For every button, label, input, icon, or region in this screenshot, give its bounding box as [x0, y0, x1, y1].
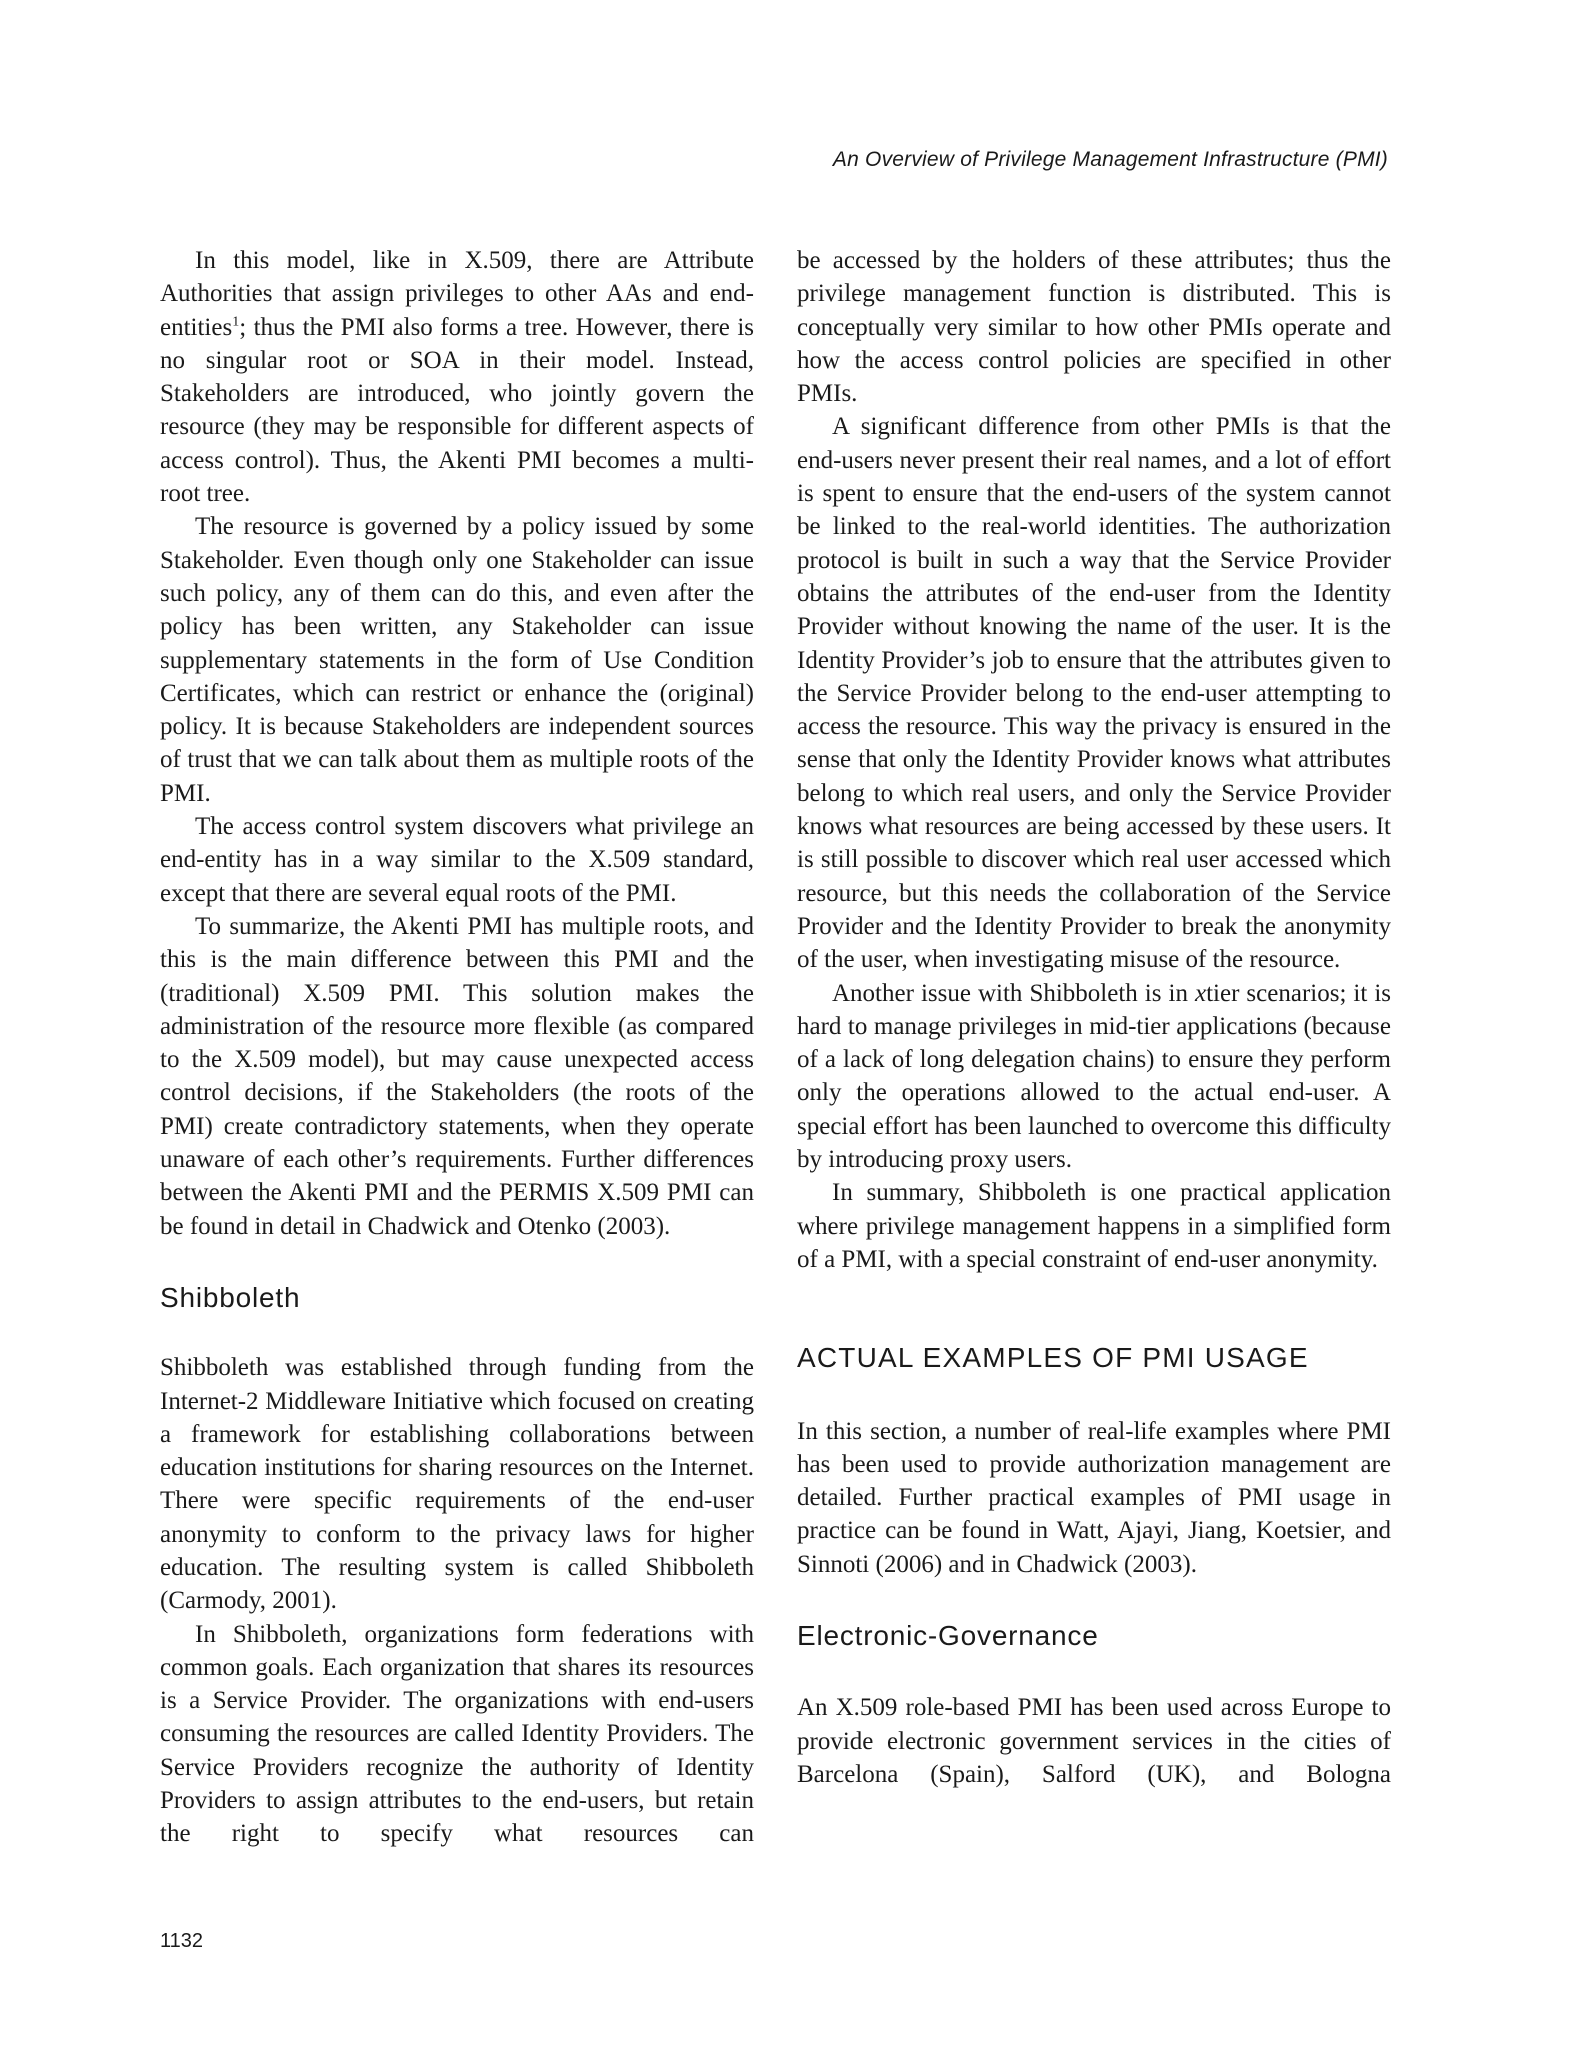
paragraph: be accessed by the holders of these attributes; thus the privilege management function is distributed. This is conceptually very similar to how other PMIs operate and how the access control policies are specified in other PMIs.	[797, 247, 1391, 408]
paragraph-text: ; thus the PMI also forms a tree. However, there is no singular root or SOA in their model. Instead, Stakeholders are introduced, who jointly govern the resource (they may be responsible for different aspects of access control). Thus, the Akenti PMI becomes a multi-root tree.	[160, 313, 754, 508]
paragraph: In Shibboleth, organizations form federations with common goals. Each organization that shares its resources is a Service Provider. The organizations with end-users consuming the resources are called Identity Providers. The Service Providers recognize the authority of Identity Providers to assign attributes to the end-users, but retain the right to specify what resources can	[160, 1620, 754, 1848]
section-heading-shibboleth: Shibboleth	[160, 1281, 301, 1313]
section-heading-examples: ACTUAL EXAMPLES OF PMI USAGE	[797, 1342, 1309, 1374]
paragraph-text: In this model, like in X.509, there are Attribute Authorities that assign privileges to other AAs and end-entities	[160, 247, 754, 341]
right-column	[797, 244, 1391, 1791]
left-column	[160, 244, 754, 1851]
paragraph: A significant difference from other PMIs is that the end-users never present their real names, and a lot of effort is spent to ensure that the end-users of the system cannot be linked to the real-world identities. The authorization protocol is built in such a way that the Service Provider obtains the attributes of the end-user from the Identity Provider without knowing the name of the user. It is the Identity Provider’s job to ensure that the attributes given to the Service Provider belong to the end-user attempting to access the resource. This way the privacy is ensured in the sense that only the Identity Provider knows what attributes belong to which real users, and only the Service Provider knows what resources are being accessed by these users. It is still possible to discover which real user accessed which resource, but this needs the collaboration of the Service Provider and the Identity Provider to break the anonymity of the user, when investigating misuse of the resource.	[797, 413, 1391, 974]
paragraph-text: Another issue with Shibboleth is in	[832, 979, 1195, 1007]
paragraph: The resource is governed by a policy issued by some Stakeholder. Even though only one Stakeholder can issue such policy, any of them can do this, and even after the policy has been written, any Stakeholder can issue supplementary statements in the form of Use Condition Certificates, which can restrict or enhance the (original) policy. It is because Stakeholders are independent sources of trust that we can talk about them as multiple roots of the PMI.	[160, 513, 754, 807]
footnote-mark: 1	[232, 314, 240, 330]
section-heading-egov: Electronic-Governance	[797, 1619, 1099, 1651]
paragraph	[797, 977, 1391, 1177]
paragraph: To summarize, the Akenti PMI has multiple roots, and this is the main difference between this PMI and the (traditional) X.509 PMI. This solution makes the administration of the resource more flexible (as compared to the X.509 model), but may cause unexpected access control decisions, if the Stakeholders (the roots of the PMI) create contradictory statements, when they operate unaware of each other’s requirements. Further differences between the Akenti PMI and the PERMIS X.509 PMI can be found in detail in Chadwick and Otenko (2003).	[160, 912, 754, 1240]
paragraph-text: tier scenarios; it is hard to manage privileges in mid-tier applications (because of a lack of long delegation chains) to ensure they perform only the operations allowed to the actual end-user. A special effort has been launched to overcome this difficulty by introducing proxy users.	[797, 979, 1392, 1174]
italic-x: x	[1194, 979, 1207, 1007]
paragraph: The access control system discovers what privilege an end-entity has in a way similar to the X.509 standard, except that there are several equal roots of the PMI.	[160, 813, 754, 907]
page-number: 1132	[160, 1930, 204, 1952]
paragraph: In summary, Shibboleth is one practical application where privilege management happens in a simplified form of a PMI, with a special constraint of end-user anonymity.	[797, 1179, 1391, 1273]
paragraph: An X.509 role-based PMI has been used across Europe to provide electronic government services in the cities of Barcelona (Spain), Salford (UK), and Bologna	[797, 1694, 1391, 1788]
paragraph: In this section, a number of real-life examples where PMI has been used to provide authorization management are detailed. Further practical examples of PMI usage in practice can be found in Watt, Ajayi, Jiang, Koetsier, and Sinnoti (2006) and in Chadwick (2003).	[797, 1417, 1391, 1578]
paragraph: Shibboleth was established through funding from the Internet-2 Middleware Initiative which focused on creating a framework for establishing collaborations between education institutions for sharing resources on the Internet. There were specific requirements of the end-user anonymity to conform to the privacy laws for higher education. The resulting system is called Shibboleth (Carmody, 2001).	[160, 1354, 754, 1615]
running-head: An Overview of Privilege Management Infrastructure (PMI)	[832, 148, 1388, 171]
paragraph	[160, 244, 754, 510]
